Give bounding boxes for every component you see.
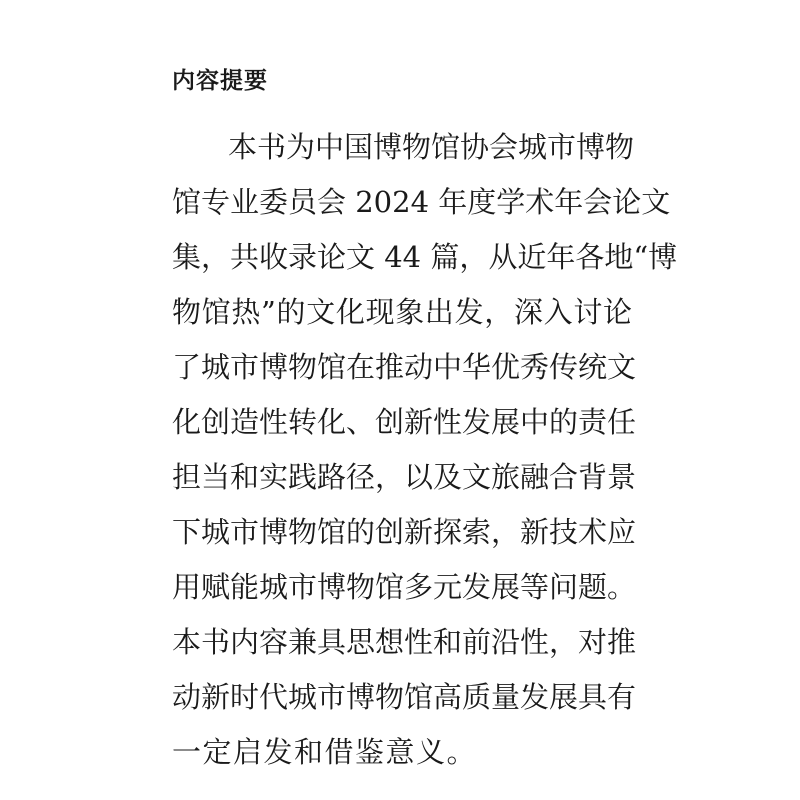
text-line: 动新时代城市博物馆高质量发展具有 xyxy=(172,680,637,714)
text-line: 下城市博物馆的创新探索，新技术应 xyxy=(172,515,637,549)
text-line: 一定启发和借鉴意义。 xyxy=(172,735,478,769)
section-title: 内容提要 xyxy=(172,68,268,94)
text-line: 本书为中国博物馆协会城市博物 xyxy=(228,130,635,164)
text-line: 物馆热”的文化现象出发，深入讨论 xyxy=(172,295,632,329)
text-line: 馆专业委员会 2024 年度学术年会论文 xyxy=(172,185,671,219)
text-line: 了城市博物馆在推动中华优秀传统文 xyxy=(172,350,637,384)
text-line: 化创造性转化、创新性发展中的责任 xyxy=(172,405,637,439)
text-line: 本书内容兼具思想性和前沿性，对推 xyxy=(172,625,637,659)
text-line: 担当和实践路径，以及文旅融合背景 xyxy=(172,460,637,494)
summary-paragraph xyxy=(172,124,678,784)
text-line: 集，共收录论文 44 篇，从近年各地“博 xyxy=(172,240,678,274)
text-line: 用赋能城市博物馆多元发展等问题。 xyxy=(172,570,637,604)
